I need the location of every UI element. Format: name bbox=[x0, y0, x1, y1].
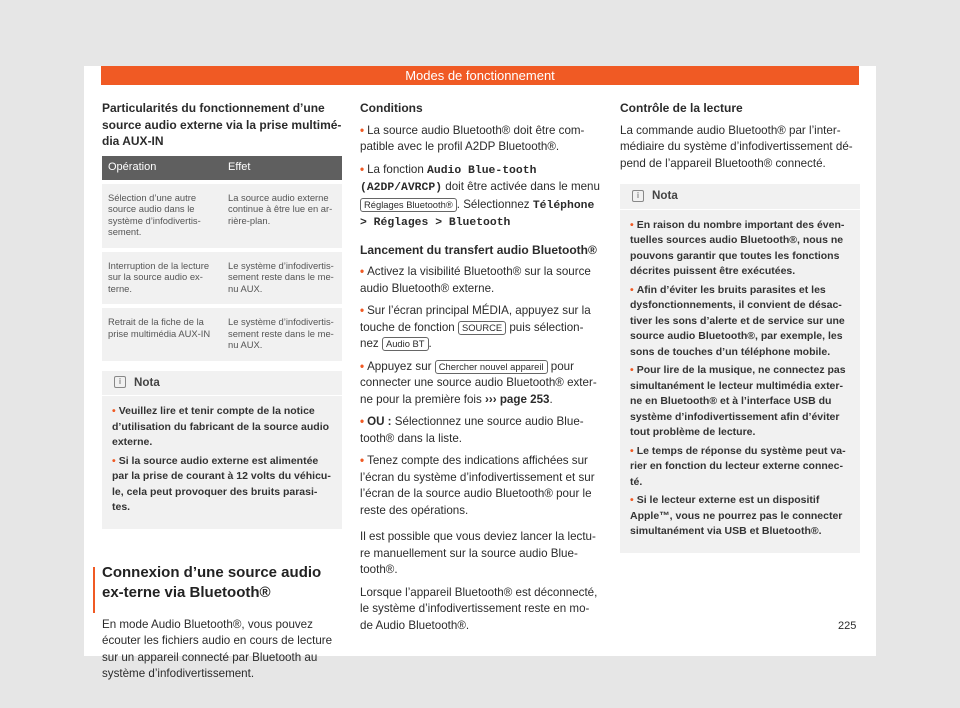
bullet-icon: • bbox=[360, 304, 365, 317]
playback-text: La commande audio Bluetooth® par l’inter-médiaire du système d’infodivertissement dé-pend de l’appareil Bluetooth® connecté. bbox=[620, 123, 853, 170]
list-item: • Sur l’écran principal MÉDIA, appuyez sur la touche de fonction SOURCE puis sélection-nez Audio BT . bbox=[360, 304, 591, 350]
note-item: • En raison du nombre important des éven-tuelles sources audio Bluetooth®, nous ne pouvons garantir que toutes les fonctions décrites puissent être exécutées. bbox=[630, 218, 845, 277]
note-item: • Si le lecteur externe est un dispositif Apple™, vous ne pourrez pas le connecter simultanément via USB et Bluetooth®. bbox=[630, 494, 843, 537]
bullet-icon: • bbox=[360, 123, 365, 137]
note-item: • Afin d’éviter les bruits parasites et les dysfonctionnements, il convient de désac-tiver les sons d’alerte et de service sur une source audio Bluetooth®, par exemple, les sons de touches d’un téléphone mobile. bbox=[630, 283, 845, 358]
bullet-icon: • bbox=[360, 265, 365, 278]
search-device-key: Chercher nouvel appareil bbox=[435, 360, 548, 374]
bullet-icon: • bbox=[112, 405, 116, 417]
bullet-icon: • bbox=[630, 444, 634, 457]
source-key: SOURCE bbox=[458, 321, 506, 335]
audio-bt-key: Audio BT bbox=[382, 337, 429, 351]
launch-heading: Lancement du transfert audio Bluetooth® bbox=[360, 242, 597, 257]
table-header-operation: Opération bbox=[102, 156, 222, 182]
note-title: Nota bbox=[134, 375, 160, 389]
note-body bbox=[102, 396, 342, 516]
table-cell: La source audio externe continue à être lue en ar-rière-plan. bbox=[222, 182, 342, 250]
list-item: • OU : Sélectionnez une source audio Blue-tooth® dans la liste. bbox=[360, 415, 584, 445]
aux-heading: Particularités du fonctionnement d’une source audio externe via la prise multimé-dia AUX-IN bbox=[102, 101, 342, 148]
bullet-icon: • bbox=[360, 359, 365, 373]
bullet-icon: • bbox=[112, 454, 116, 467]
table-cell: Le système d’infodivertis-sement reste dans le me-nu AUX. bbox=[222, 250, 342, 307]
page-reference-link[interactable]: ››› page 253 bbox=[485, 392, 550, 406]
note-box-aux bbox=[102, 371, 342, 529]
bullet-icon: • bbox=[630, 364, 634, 376]
table-header-effect: Effet bbox=[222, 156, 342, 182]
table-cell: Interruption de la lecture sur la source audio ex-terne. bbox=[102, 250, 222, 307]
table-row bbox=[102, 182, 342, 250]
playback-heading: Contrôle de la lecture bbox=[620, 101, 743, 115]
column-1 bbox=[102, 100, 342, 689]
column-2 bbox=[360, 100, 602, 640]
note-title: Nota bbox=[652, 189, 678, 202]
settings-key: Réglages Bluetooth® bbox=[360, 198, 457, 212]
paragraph: Lorsque l’appareil Bluetooth® est déconnecté, le système d’infodivertissement reste en mo-de Audio Bluetooth®. bbox=[360, 585, 598, 632]
section-title: Connexion d’une source audio ex-terne via Bluetooth® bbox=[102, 563, 342, 603]
bullet-icon: • bbox=[630, 218, 634, 231]
bullet-icon: • bbox=[360, 454, 365, 467]
conditions-heading: Conditions bbox=[360, 101, 423, 115]
section-intro: En mode Audio Bluetooth®, vous pouvez écouter les fichiers audio en cours de lecture sur un appareil connecté par Bluetooth au système d’infodivertissement. bbox=[102, 617, 333, 680]
bullet-icon: • bbox=[630, 283, 634, 296]
page-number: 225 bbox=[838, 620, 857, 632]
or-label: OU : bbox=[367, 415, 392, 428]
table-row bbox=[102, 250, 342, 307]
menu-path: Téléphone > Réglages > Bluetooth bbox=[360, 199, 595, 229]
table-row bbox=[102, 306, 342, 361]
note-box-bluetooth bbox=[620, 184, 860, 553]
list-item: • Tenez compte des indications affichées sur l’écran du système d’infodivertissement et sur l’écran de la source audio Bluetooth® pour le reste des opérations. bbox=[360, 454, 595, 517]
table-cell: Le système d’infodivertis-sement reste dans le me-nu AUX. bbox=[222, 306, 342, 361]
bullet-icon: • bbox=[360, 162, 365, 176]
info-icon: i bbox=[632, 190, 644, 202]
operations-table bbox=[102, 156, 342, 361]
note-item: • Pour lire de la musique, ne connectez pas simultanément le lecteur multimédia exter-ne en Bluetooth® et à l’interface USB du système d’infodivertissement afin d’éviter tout problème de lecture. bbox=[630, 364, 846, 438]
note-item: • Si la source audio externe est alimentée par la prise de courant à 12 volts du véhicu-le, cela peut provoquer des bruits parasi-tes. bbox=[112, 454, 331, 513]
paragraph: Il est possible que vous deviez lancer la lectu-re manuellement sur la source audio Blue-tooth®. bbox=[360, 530, 596, 576]
bullet-icon: • bbox=[360, 415, 365, 428]
list-item: • La source audio Bluetooth® doit être com-patible avec le profil A2DP Bluetooth®. bbox=[360, 123, 585, 153]
table-cell: Sélection d’une autre source audio dans le système d’infodivertis-sement. bbox=[102, 182, 222, 250]
note-body bbox=[620, 210, 860, 540]
column-3 bbox=[620, 100, 860, 553]
list-item: • Activez la visibilité Bluetooth® sur la source audio Bluetooth® externe. bbox=[360, 265, 591, 295]
bullet-icon: • bbox=[630, 494, 634, 506]
note-header bbox=[620, 184, 860, 210]
list-item: • La fonction Audio Blue-tooth (A2DP/AVRCP) doit être activée dans le menu Réglages Bluetooth® . Sélectionnez Téléphone > Réglages > Bluetooth bbox=[360, 162, 600, 229]
info-icon: i bbox=[114, 376, 126, 388]
list-item: • Appuyez sur Chercher nouvel appareil pour connecter une source audio Bluetooth® exter-ne pour la première fois ››› page 253. bbox=[360, 359, 597, 406]
note-item: • Veuillez lire et tenir compte de la notice d’utilisation du fabricant de la source audio externe. bbox=[112, 405, 330, 448]
function-code: Audio Blue-tooth (A2DP/AVRCP) bbox=[360, 164, 537, 194]
note-item: • Le temps de réponse du système peut va-rier en fonction du lecteur externe connec-té. bbox=[630, 444, 846, 488]
page-header: Modes de fonctionnement bbox=[101, 66, 859, 85]
note-header bbox=[102, 371, 342, 397]
table-cell: Retrait de la fiche de la prise multimédia AUX-IN bbox=[102, 306, 222, 361]
